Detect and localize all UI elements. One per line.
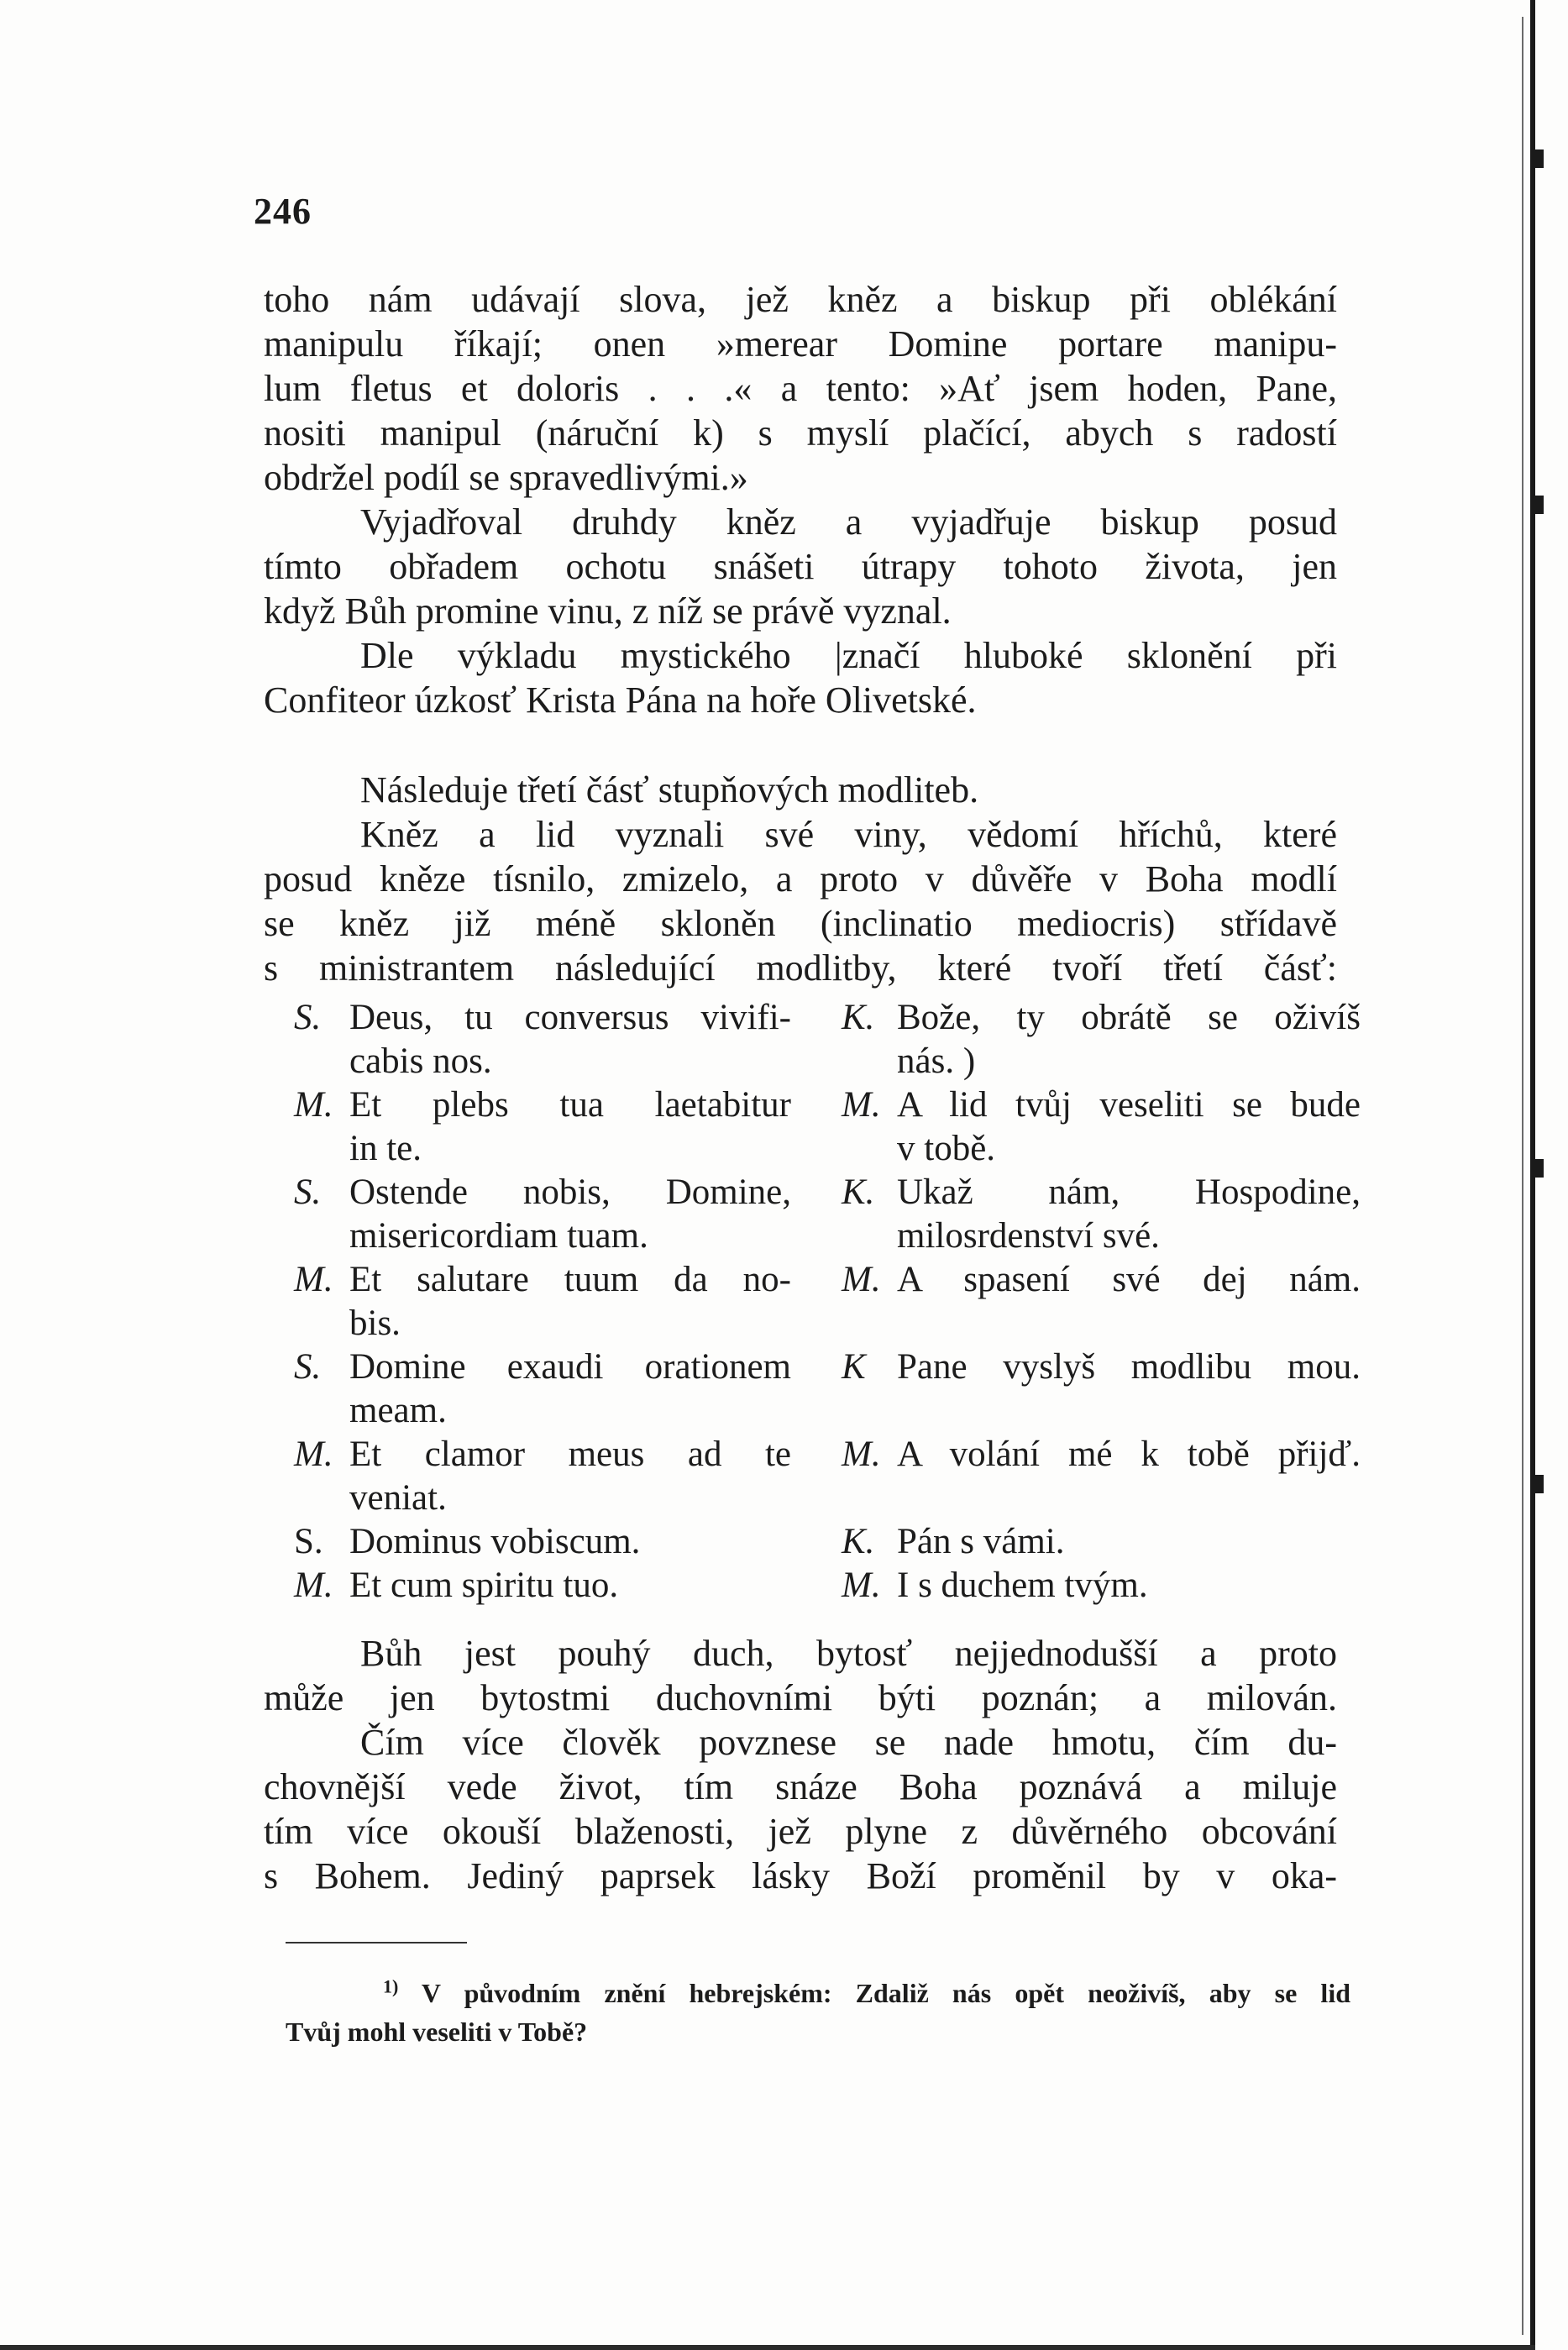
dialogue-entry (277, 996, 791, 1083)
footnote-mark: 1) (383, 1975, 399, 1997)
dialogue-line: in te. (349, 1129, 422, 1168)
text-line: nositi manipul (náruční k) s myslí plačící, abych s radostí (264, 412, 1337, 454)
dialogue-entry (825, 1258, 1361, 1302)
speaker-mark: M. (294, 1085, 333, 1125)
speaker-mark: M. (842, 1566, 881, 1605)
speaker-mark: K. (842, 998, 875, 1037)
dialogue-line: Ukaž nám, Hospodine, (897, 1172, 1361, 1212)
edge-mark (1535, 1475, 1544, 1493)
text-line: manipulu říkají; onen »merear Domine portare manipu- (264, 323, 1337, 365)
text-line: obdržel podíl se spravedlivými.» (264, 457, 748, 498)
speaker-mark: K. (842, 1172, 875, 1212)
latin-column (277, 996, 791, 1608)
text-line: tím více okouší blaženosti, jež plyne z důvěrného obcování (264, 1811, 1337, 1852)
text-line: s Bohem. Jediný paprsek lásky Boží proměnil by v oka- (264, 1855, 1337, 1896)
section-heading-line: Následuje třetí čásť stupňových modliteb. (360, 769, 979, 810)
text-line: když Bůh promine vinu, z níž se právě vyznal. (264, 590, 952, 632)
dialogue-line: bis. (349, 1304, 401, 1343)
footnote-text: V původním znění hebrejském: Zdaliž nás opět neoživíš, aby se lid (421, 1978, 1350, 2008)
text-line: Kněz a lid vyznali své viny, vědomí hříchů, které (360, 814, 1337, 855)
speaker-mark: M. (294, 1435, 333, 1474)
dialogue-entry (277, 1171, 791, 1258)
edge-mark (1535, 1159, 1544, 1178)
text-line: Bůh jest pouhý duch, bytosť nejjednodušší a proto (360, 1633, 1337, 1674)
text-line: toho nám udávají slova, jež kněz a biskup při oblékání (264, 279, 1337, 320)
dialogue-entry (825, 1564, 1361, 1608)
speaker-mark: M. (294, 1566, 333, 1605)
footnote-line: Tvůj mohl veseliti v Tobě? (286, 2017, 588, 2047)
page-bottom-edge (0, 2345, 1535, 2350)
speaker-mark: M. (842, 1260, 881, 1299)
dialogue-line: Dominus vobiscum. (349, 1522, 641, 1561)
text-line: s ministrantem následující modlitby, které tvoří třetí čásť: (264, 947, 1337, 989)
dialogue-entry (277, 1345, 791, 1433)
dialogue-entry (825, 1520, 1361, 1564)
dialogue-line: veniat. (349, 1478, 447, 1518)
dialogue-entry (825, 1171, 1361, 1258)
text-line: lum fletus et doloris . . .« a tento: »Ať jsem hoden, Pane, (264, 368, 1337, 409)
dialogue-line: cabis nos. (349, 1041, 492, 1081)
speaker-mark: S. (294, 1347, 322, 1387)
text-line: chovnější vede život, tím snáze Boha poznává a miluje (264, 1766, 1337, 1807)
speaker-mark: S. (294, 1522, 323, 1561)
speaker-mark: K (842, 1347, 866, 1387)
text-line: může jen bytostmi duchovními býti poznán; a milován. (264, 1677, 1337, 1718)
text-line: tímto obřadem ochotu snášeti útrapy tohoto života, jen (264, 546, 1337, 587)
dialogue-entry (825, 1433, 1361, 1477)
dialogue-entry (277, 1258, 791, 1345)
czech-column (825, 996, 1361, 1608)
page-edge-line (1522, 17, 1523, 2335)
speaker-mark: M. (294, 1260, 333, 1299)
text-line: Čím více člověk povznese se nade hmotu, čím du- (360, 1722, 1337, 1763)
body-text-top (264, 277, 1337, 722)
dialogue-entry (825, 996, 1361, 1083)
speaker-mark: M. (842, 1435, 881, 1474)
dialogue-entry (825, 1083, 1361, 1171)
dialogue-entry (277, 1564, 791, 1608)
dialogue-line: A volání mé k tobě přijď. (897, 1435, 1361, 1474)
speaker-mark: S. (294, 998, 322, 1037)
edge-mark (1535, 496, 1544, 514)
dialogue-line: Pane vyslyš modlibu mou. (897, 1347, 1361, 1387)
text-line: posud kněze tísnilo, zmizelo, a proto v důvěře v Boha modlí (264, 858, 1337, 900)
text-line: Vyjadřoval druhdy kněz a vyjadřuje biskup posud (360, 501, 1337, 543)
speaker-mark: S. (294, 1172, 322, 1212)
dialogue-line: Domine exaudi orationem (349, 1347, 791, 1387)
dialogue-line: milosrdenství své. (897, 1216, 1160, 1256)
dialogue-line: misericordiam tuam. (349, 1216, 648, 1256)
dialogue-entry (825, 1345, 1361, 1389)
dialogue-line: A lid tvůj veseliti se bude (897, 1085, 1361, 1125)
text-line: Confiteor úzkosť Krista Pána na hoře Olivetské. (264, 679, 977, 721)
page-number: 246 (254, 191, 312, 232)
dialogue-line: Deus, tu conversus vivifi- (349, 998, 791, 1037)
footnote-line (286, 1974, 1350, 2012)
dialogue-entry (277, 1433, 791, 1520)
footnote (286, 1974, 1350, 2051)
footnote-divider (286, 1942, 467, 1943)
dialogue-entry (277, 1083, 791, 1171)
dialogue-line: Bože, ty obrátě se oživíš (897, 998, 1361, 1037)
dialogue-line: A spasení své dej nám. (897, 1260, 1361, 1299)
dialogue-line: v tobě. (897, 1129, 996, 1168)
dialogue-line: Ostende nobis, Domine, (349, 1172, 791, 1212)
text-line: se kněz již méně skloněn (inclinatio mediocris) střídavě (264, 903, 1337, 944)
speaker-mark: M. (842, 1085, 881, 1125)
dialogue-line: Et salutare tuum da no- (349, 1260, 791, 1299)
speaker-mark: K. (842, 1522, 875, 1561)
dialogue-line: meam. (349, 1391, 447, 1430)
dialogue-line: Et plebs tua laetabitur (349, 1085, 791, 1125)
dialogue-line: Et clamor meus ad te (349, 1435, 791, 1474)
dialogue-line: Pán s vámi. (897, 1522, 1065, 1561)
dialogue-line: nás. ) (897, 1041, 976, 1081)
edge-mark (1535, 149, 1544, 168)
body-text-bottom (264, 1631, 1337, 1898)
text-line: Dle výkladu mystického |značí hluboké sklonění při (360, 635, 1337, 676)
body-text-middle (264, 768, 1337, 990)
dialogue-line: Et cum spiritu tuo. (349, 1566, 619, 1605)
dialogue-line: I s duchem tvým. (897, 1566, 1148, 1605)
dialogue-entry (277, 1520, 791, 1564)
